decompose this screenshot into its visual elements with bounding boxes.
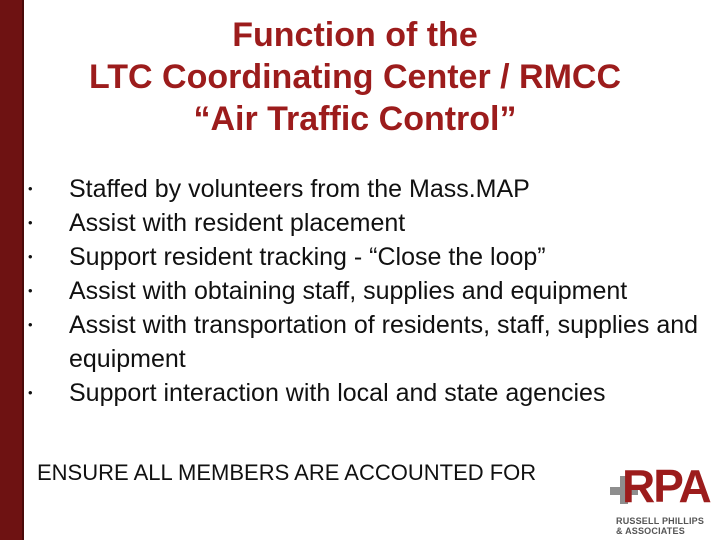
title-line-1: Function of the: [232, 16, 478, 54]
bullet-marker: •: [28, 249, 33, 264]
bullet-marker: •: [28, 181, 33, 196]
bullet-item-volunteers: [28, 172, 718, 206]
bullet-item-agencies: [28, 376, 718, 410]
bullet-text: Assist with resident placement: [69, 209, 406, 237]
left-accent-bar: [0, 0, 24, 540]
bullet-item-transportation: [28, 308, 718, 376]
logo-line-1: RUSSELL PHILLIPS: [616, 516, 705, 526]
logo-company-name: [616, 516, 704, 536]
bullet-marker: •: [28, 215, 33, 230]
title-line-2: LTC Coordinating Center / RMCC: [89, 58, 621, 96]
bullet-text: Assist with obtaining staff, supplies and equipment: [69, 277, 628, 305]
slide-title: [40, 14, 670, 140]
bullet-text: Support interaction with local and state agencies: [69, 379, 606, 407]
title-line-3: “Air Traffic Control”: [193, 100, 517, 138]
footer-statement: ENSURE ALL MEMBERS ARE ACCOUNTED FOR: [37, 460, 537, 485]
logo-line-2: & ASSOCIATES: [616, 526, 685, 536]
bullet-marker: •: [28, 317, 33, 332]
bullet-item-tracking: [28, 240, 718, 274]
bullet-text: Staffed by volunteers from the Mass.MAP: [69, 175, 530, 203]
rpa-logo: [610, 460, 716, 538]
logo-letters: RPA: [622, 460, 710, 512]
bullet-item-staff-supplies: [28, 274, 718, 308]
bullet-marker: •: [28, 283, 33, 298]
bullet-marker: •: [28, 385, 33, 400]
bullet-list: [28, 172, 718, 410]
bullet-text: Support resident tracking - “Close the loop”: [69, 243, 546, 271]
bullet-item-placement: [28, 206, 718, 240]
bullet-text: Assist with transportation of residents, staff, supplies and equipment: [69, 311, 699, 373]
